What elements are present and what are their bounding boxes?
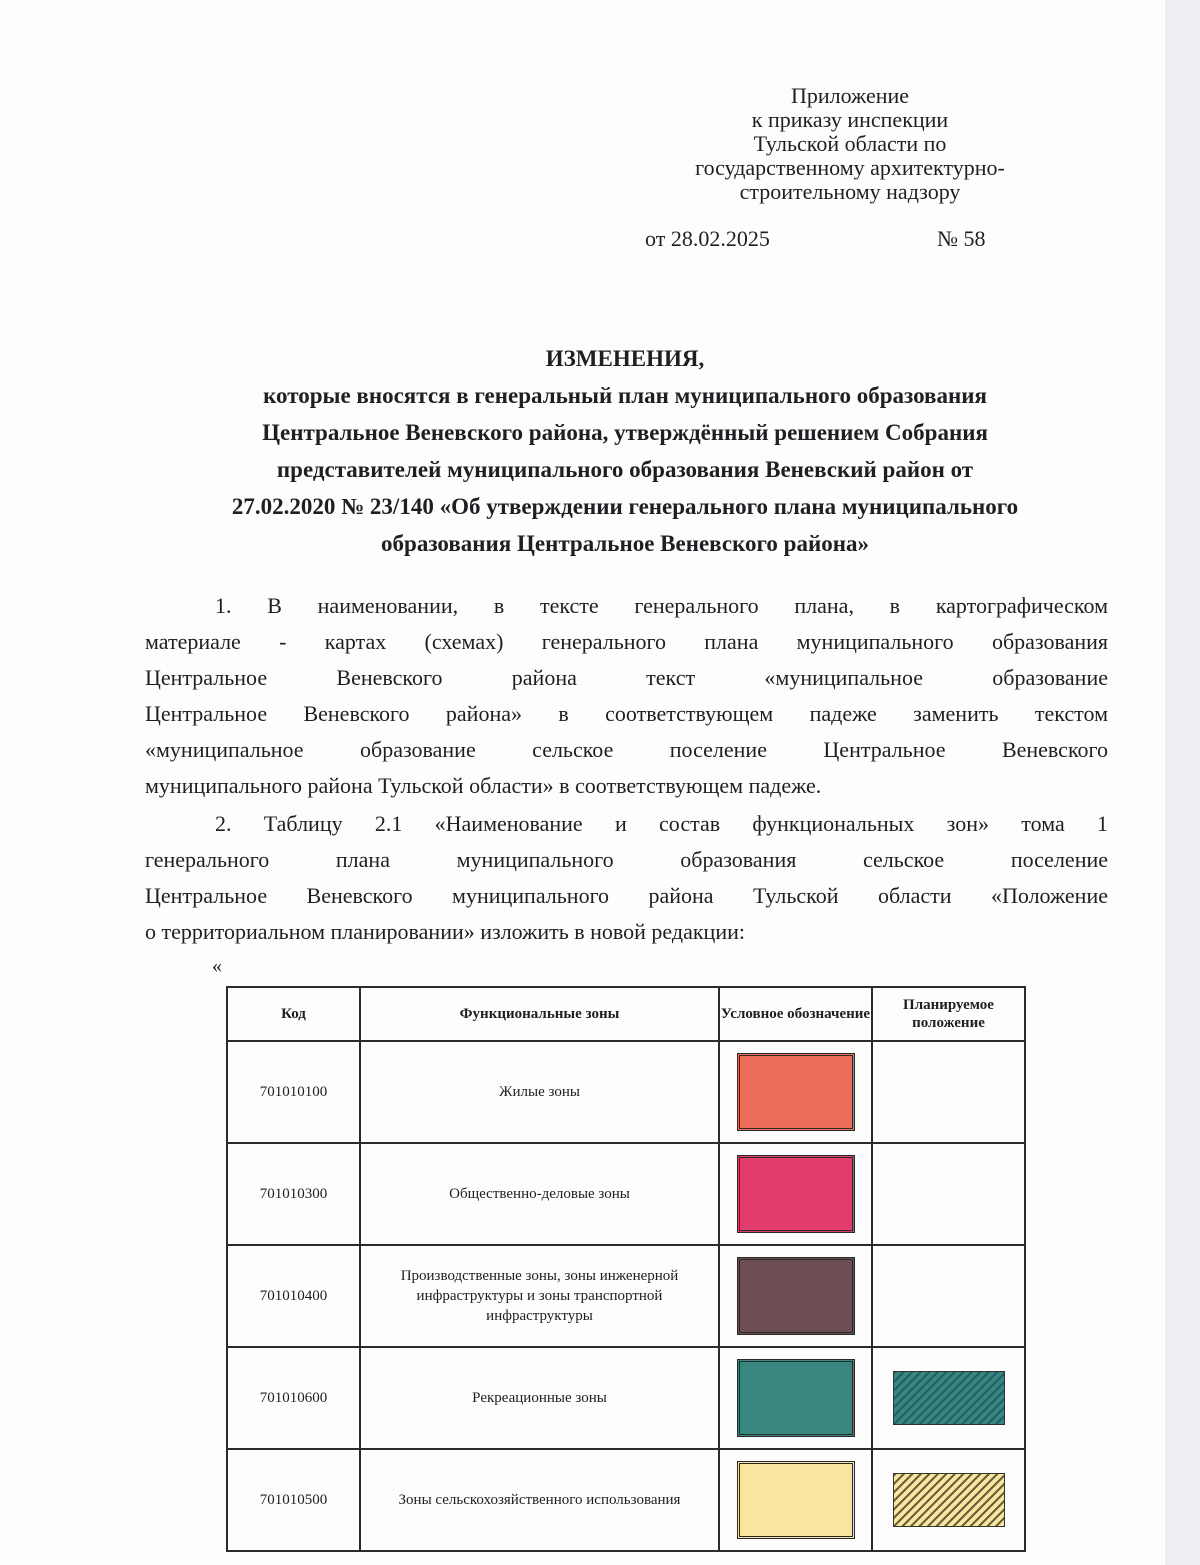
functional-zones-table: [226, 986, 1026, 1552]
paragraph-line: 1. В наименовании, в тексте генерального плана, в картографическом: [215, 593, 1108, 618]
planned-hatch-swatch: [893, 1473, 1005, 1527]
appendix-line: Приложение: [790, 83, 910, 108]
paragraph-line: Центральное Веневского района текст «муниципальное образование: [145, 665, 1108, 690]
opening-quote: «: [212, 955, 222, 977]
zone-name: [360, 1347, 719, 1449]
zone-color-swatch: [737, 1359, 855, 1437]
zone-name-text: Зоны сельскохозяйственного использования: [398, 1492, 681, 1508]
zone-code: 701010500: [227, 1449, 360, 1551]
zone-name-text: Рекреационные зоны: [472, 1390, 607, 1406]
order-date: от 28.02.2025: [645, 226, 770, 251]
header-code: Код: [227, 987, 360, 1041]
planned-cell: [872, 1347, 1025, 1449]
header-symbol: Условное обозначение: [719, 987, 872, 1041]
zone-name: [360, 1041, 719, 1143]
zone-color-swatch: [737, 1053, 855, 1131]
planned-cell: [872, 1143, 1025, 1245]
paragraph-line: «муниципальное образование сельское поселение Центральное Веневского: [145, 737, 1108, 762]
title-line: 27.02.2020 № 23/140 «Об утверждении генерального плана муниципального: [231, 494, 1019, 519]
appendix-header: [600, 84, 1100, 204]
appendix-line: государственному архитектурно-: [695, 155, 1005, 180]
title-line: которые вносятся в генеральный план муниципального образования: [263, 383, 987, 408]
zone-color-swatch: [737, 1257, 855, 1335]
zone-symbol-cell: [719, 1245, 872, 1347]
zone-color-swatch: [737, 1155, 855, 1233]
zone-symbol-cell: [719, 1449, 872, 1551]
title-line: Центральное Веневского района, утверждённый решением Собрания: [262, 420, 988, 445]
planned-cell: [872, 1449, 1025, 1551]
order-number: № 58: [937, 226, 986, 251]
zone-symbol-cell: [719, 1347, 872, 1449]
paragraph-line: 2. Таблицу 2.1 «Наименование и состав функциональных зон» тома 1: [215, 811, 1108, 836]
zone-symbol-cell: [719, 1143, 872, 1245]
paragraph-line: материале - картах (схемах) генерального плана муниципального образования: [145, 629, 1108, 654]
zone-code: 701010600: [227, 1347, 360, 1449]
zone-code: 701010300: [227, 1143, 360, 1245]
zone-color-swatch: [737, 1461, 855, 1539]
planned-hatch-swatch: [893, 1371, 1005, 1425]
zone-name-text: Общественно-деловые зоны: [449, 1186, 630, 1202]
table-row: [227, 1143, 1025, 1245]
zone-name: [360, 1143, 719, 1245]
title-line: образования Центральное Веневского района»: [381, 531, 869, 556]
zone-code: 701010400: [227, 1245, 360, 1347]
title-line: ИЗМЕНЕНИЯ,: [545, 346, 705, 371]
appendix-line: к приказу инспекции: [751, 107, 949, 132]
table-header-row: [227, 987, 1025, 1041]
zone-name-text: Жилые зоны: [499, 1084, 580, 1100]
zone-symbol-cell: [719, 1041, 872, 1143]
zone-name-text: Производственные зоны, зоны инженерной инфраструктуры и зоны транспортной инфраструктуры: [400, 1268, 679, 1324]
table-row: [227, 1041, 1025, 1143]
appendix-line: строительному надзору: [739, 179, 961, 204]
table-body: [227, 1041, 1025, 1551]
paragraph-line: муниципального района Тульской области» в соответствующем падеже.: [145, 773, 822, 798]
scan-edge: [1165, 0, 1200, 1565]
planned-cell: [872, 1245, 1025, 1347]
paragraph-1: [145, 588, 1108, 804]
zone-name: [360, 1449, 719, 1551]
paragraph-line: генерального плана муниципального образования сельское поселение: [145, 847, 1108, 872]
header-zone: Функциональные зоны: [360, 987, 719, 1041]
paragraph-2: [145, 806, 1108, 950]
table-row: [227, 1245, 1025, 1347]
paragraph-line: о территориальном планировании» изложить в новой редакции:: [145, 919, 745, 944]
document-title: [130, 340, 1120, 562]
table-row: [227, 1347, 1025, 1449]
paragraph-line: Центральное Веневского муниципального района Тульской области «Положение: [145, 883, 1108, 908]
zone-name: [360, 1245, 719, 1347]
appendix-line: Тульской области по: [753, 131, 947, 156]
zone-code: 701010100: [227, 1041, 360, 1143]
header-planned: Планируемое положение: [872, 987, 1025, 1041]
title-line: представителей муниципального образования Веневский район от: [276, 457, 974, 482]
paragraph-line: Центральное Веневского района» в соответствующем падеже заменить текстом: [145, 701, 1108, 726]
planned-cell: [872, 1041, 1025, 1143]
table-row: [227, 1449, 1025, 1551]
